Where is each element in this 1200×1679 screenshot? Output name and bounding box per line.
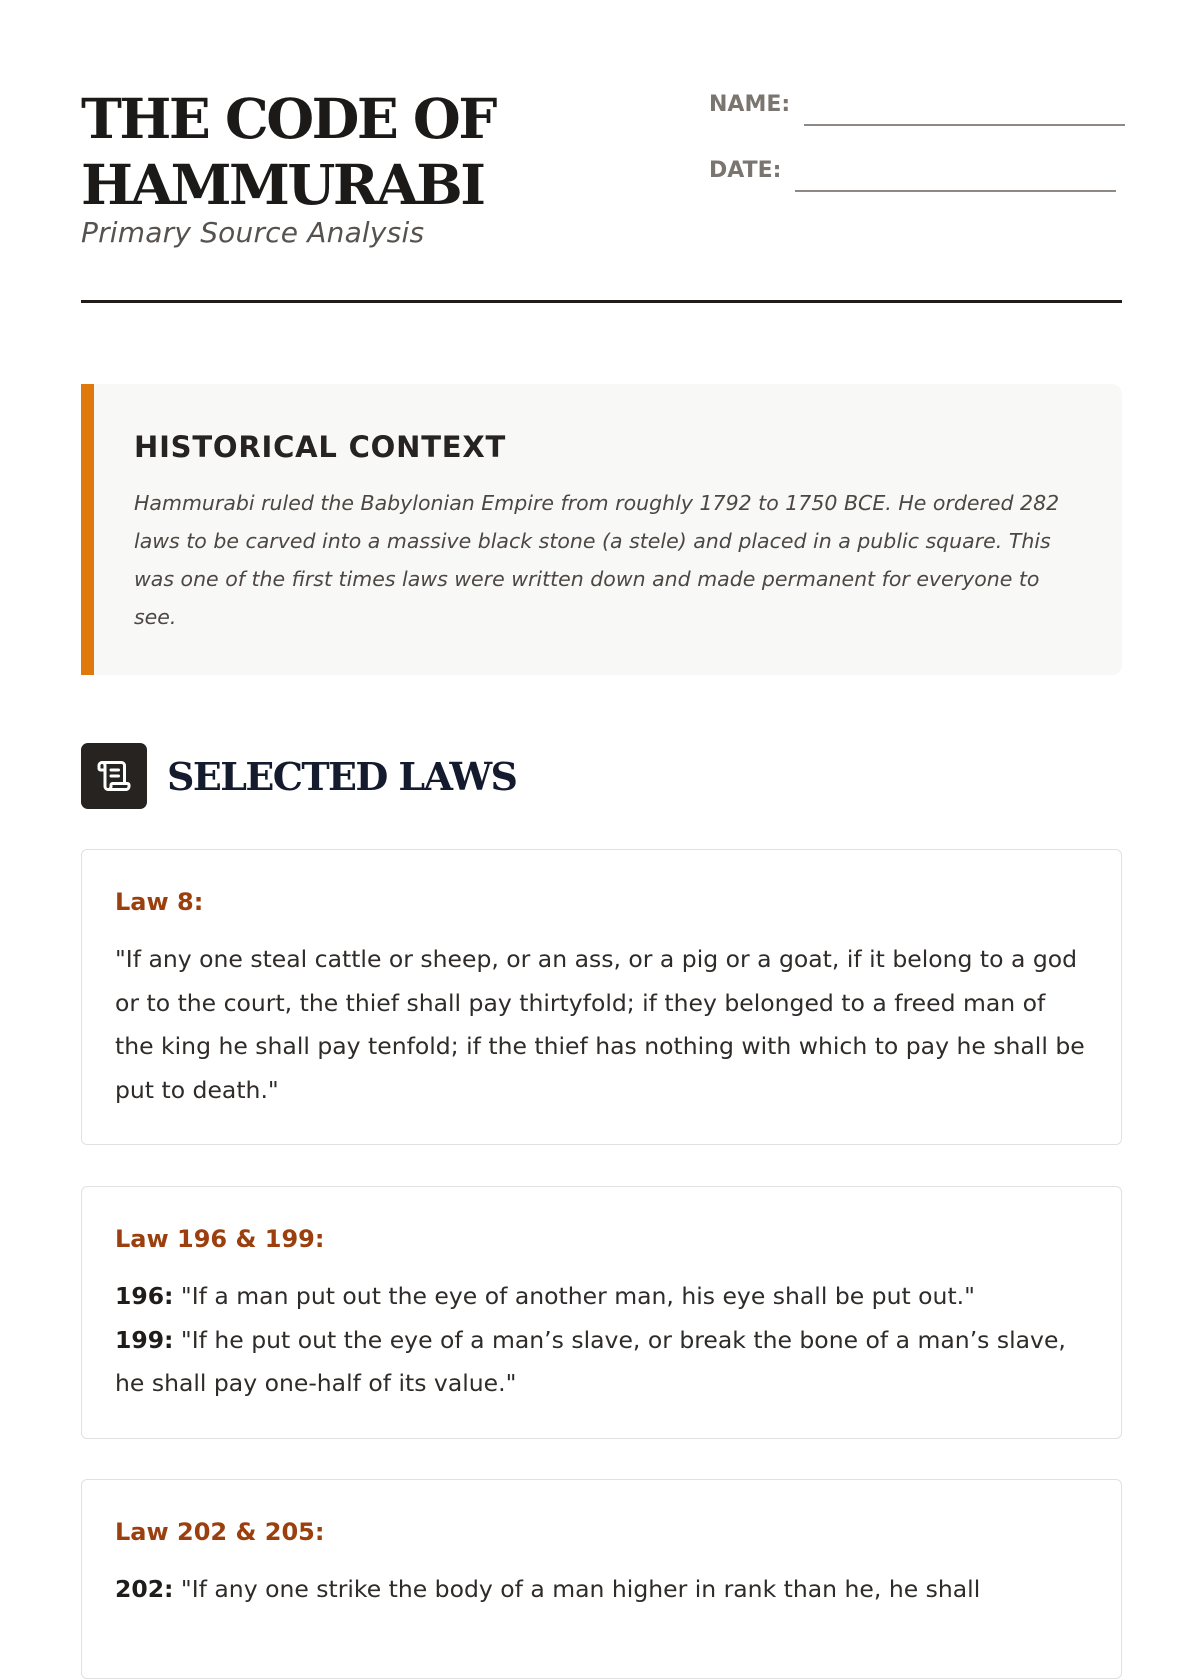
law-item <box>115 1275 1090 1319</box>
historical-context-box <box>81 384 1122 675</box>
date-label: DATE: <box>709 158 782 183</box>
law-title: Law 8: <box>115 888 204 916</box>
name-label: NAME: <box>709 92 791 117</box>
page-subtitle: Primary Source Analysis <box>81 216 425 249</box>
law-text: "If any one steal cattle or sheep, or an ass, or a pig or a goat, if it belong to a god or to the court, the thief shall pay thirtyfold; if they belonged to a freed man of the king he shall pay tenfold; if the thief has nothing with which to pay he shall be put to death." <box>115 945 1085 1104</box>
law-number: 202: <box>115 1575 174 1603</box>
worksheet-page <box>81 0 1122 1603</box>
selected-laws-heading <box>81 743 516 809</box>
date-input-line[interactable] <box>795 162 1116 192</box>
law-item <box>115 1319 1090 1406</box>
law-title: Law 202 & 205: <box>115 1518 325 1546</box>
page-title: THE CODE OF HAMMURABI <box>81 86 495 217</box>
header-divider <box>81 300 1122 303</box>
law-number: 199: <box>115 1325 174 1354</box>
name-field <box>709 86 1125 126</box>
scroll-icon <box>81 743 147 809</box>
context-heading: HISTORICAL CONTEXT <box>134 430 507 464</box>
law-text <box>115 1568 1090 1612</box>
law-number: 196: <box>115 1282 174 1310</box>
law-item <box>115 1568 1090 1612</box>
law-item-text: "If a man put out the eye of another man, his eye shall be put out." <box>173 1282 975 1310</box>
law-item-text: "If any one strike the body of a man higher in rank than he, he shall <box>173 1575 981 1603</box>
section-title: SELECTED LAWS <box>167 753 517 799</box>
law-text <box>115 1275 1090 1406</box>
law-card <box>81 849 1122 1145</box>
law-item-text: "If he put out the eye of a man’s slave, or break the bone of a man’s slave, he shall pay one-half of its value." <box>115 1325 1066 1397</box>
worksheet-header <box>81 86 1122 304</box>
law-card <box>81 1186 1122 1439</box>
date-field <box>709 152 1116 192</box>
law-title: Law 196 & 199: <box>115 1225 325 1253</box>
name-input-line[interactable] <box>804 96 1125 126</box>
law-card <box>81 1479 1122 1679</box>
context-text: Hammurabi ruled the Babylonian Empire from roughly 1792 to 1750 BCE. He ordered 282 laws to be carved into a massive black stone (a stele) and placed in a public square. This was one of the first times laws were written down and made permanent for everyone to see. <box>134 491 1060 629</box>
